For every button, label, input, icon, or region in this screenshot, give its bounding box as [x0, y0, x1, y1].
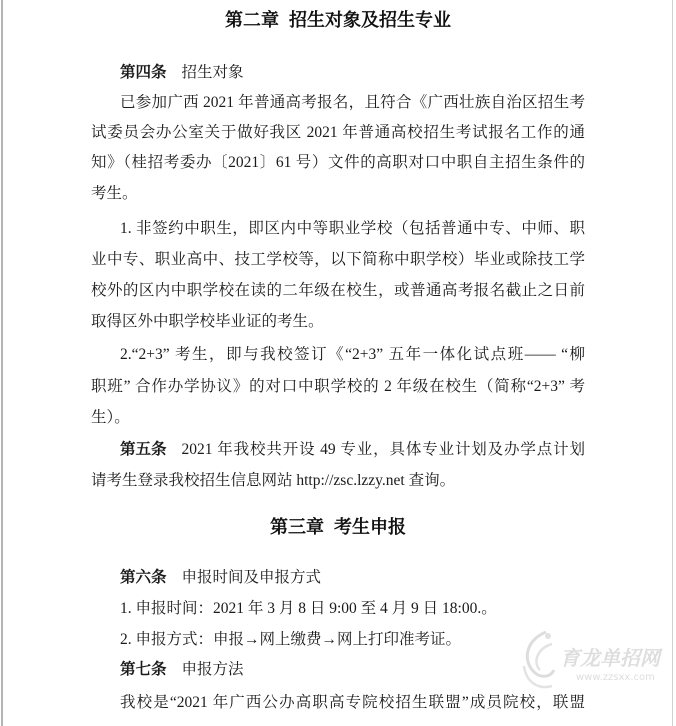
article-heading: 招生对象: [181, 64, 244, 81]
page-border-right: [672, 0, 673, 726]
paragraph-line: 职班” 合作办学协议》的对口中职学校的 2 年级在校生（简称“2+3” 考: [91, 378, 585, 395]
paragraph-line: 我校是“2021 年广西公办高职高专院校招生联盟”成员院校，联盟: [120, 694, 585, 711]
article-4-heading: [120, 61, 585, 85]
article-label: 第四条: [120, 64, 167, 81]
chapter-title: 考生申报: [334, 517, 406, 537]
article-6-heading: [120, 566, 585, 590]
article-5-line: [120, 438, 585, 462]
paragraph-line: 业中专、职业高中、技工学校等，以下简称中职学校）毕业或除技工学: [91, 251, 585, 268]
list-item: 1. 申报时间：2021 年 3 月 8 日 9:00 至 4 月 9 日 18:00.。: [120, 600, 497, 617]
paragraph-line: 知》（桂招考委办〔2021〕61 号）文件的高职对口中职自主招生条件的: [91, 154, 585, 171]
watermark-name: 育龙单招网: [560, 646, 660, 670]
article-heading: 申报方法: [181, 661, 244, 678]
paragraph-line: 试委员会办公室关于做好我区 2021 年普通高校招生考试报名工作的通: [91, 124, 585, 141]
article-label: 第七条: [120, 661, 167, 678]
chapter-2-heading: [0, 7, 676, 33]
paragraph-line: 1. 非签约中职生，即区内中等职业学校（包括普通中专、中师、职: [120, 220, 585, 237]
watermark-url: www.zzsxx.com: [576, 672, 655, 683]
page-border-left: [1, 0, 3, 726]
chapter-number: 第三章: [270, 517, 324, 537]
article-label: 第六条: [120, 569, 167, 586]
paragraph-line: 取得区外中职学校毕业证的考生。: [91, 313, 324, 330]
chapter-3-heading: [0, 514, 676, 540]
chapter-title: 招生对象及招生专业: [289, 10, 451, 30]
paragraph-line: 生）。: [91, 409, 130, 426]
article-7-heading: [120, 658, 585, 682]
article-heading: 申报时间及申报方式: [181, 569, 322, 586]
paragraph-line: 校外的区内中职学校在读的二年级在校生，或普通高考报名截止之日前: [91, 282, 585, 299]
list-item: 2. 申报方式：申报→网上缴费→网上打印准考证。: [120, 631, 462, 648]
paragraph-line: 请考生登录我校招生信息网站 http://zsc.lzzy.net 查询。: [91, 472, 456, 489]
paragraph-line: 2.“2+3” 考生，即与我校签订《“2+3” 五年一体化试点班—— “柳: [120, 346, 585, 363]
article-label: 第五条: [120, 441, 167, 458]
paragraph-line: 考生。: [91, 185, 138, 202]
paragraph-line: 2021 年我校共开设 49 专业，具体专业计划及办学点计划: [181, 441, 585, 458]
chapter-number: 第二章: [225, 10, 279, 30]
paragraph-line: 已参加广西 2021 年普通高考报名，且符合《广西壮族自治区招生考: [120, 94, 585, 111]
